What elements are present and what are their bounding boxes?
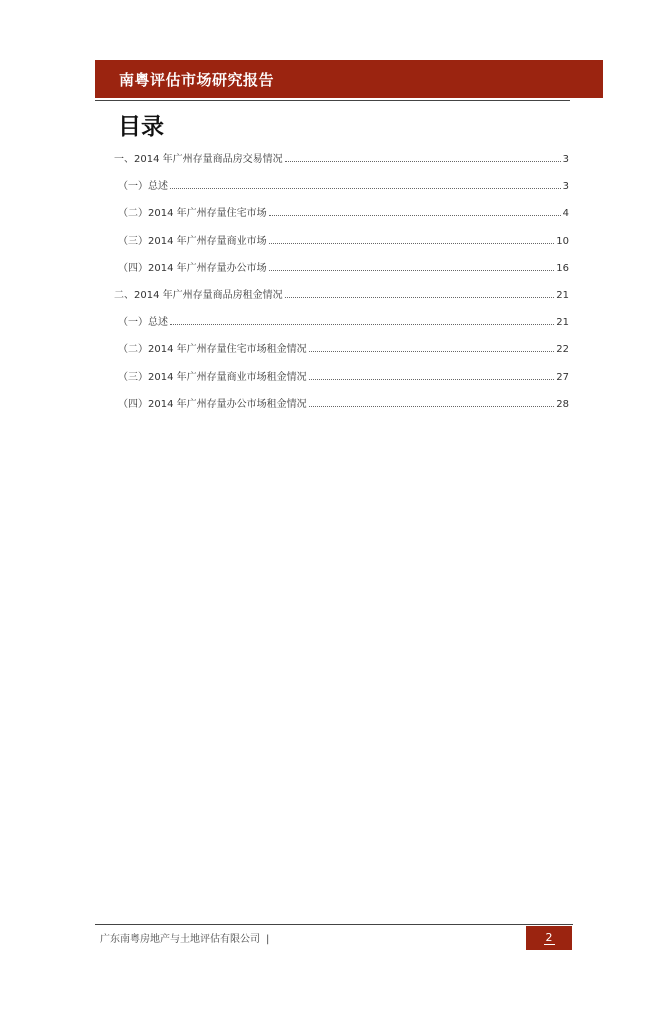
toc-entry[interactable] <box>114 149 569 165</box>
footer-company-name: 广东南粤房地产与土地评估有限公司 <box>100 934 260 945</box>
page-number: 2 <box>545 931 553 944</box>
report-title: 南粤评估市场研究报告 <box>119 71 275 89</box>
toc-entry-label: （二）2014 年广州存量住宅市场 <box>118 208 267 219</box>
toc-entry-label: （三）2014 年广州存量商业市场 <box>118 236 267 247</box>
toc-heading: 目录 <box>118 114 164 140</box>
footer-company <box>100 930 269 945</box>
toc-leader-dots <box>309 406 555 407</box>
footer-divider <box>95 924 573 925</box>
toc-entry-label: （一）总述 <box>118 181 168 192</box>
toc-entry-label: （四）2014 年广州存量办公市场租金情况 <box>118 399 307 410</box>
toc-leader-dots <box>285 161 561 162</box>
toc-leader-dots <box>309 379 555 380</box>
toc-leader-dots <box>309 351 555 352</box>
toc-entry-label: （一）总述 <box>118 317 168 328</box>
report-header-bar <box>95 60 603 98</box>
toc-leader-dots <box>269 215 561 216</box>
toc-entry-page: 21 <box>556 290 569 301</box>
toc-entry-page: 28 <box>556 399 569 410</box>
header-divider <box>95 100 570 101</box>
toc-entry-page: 27 <box>556 372 569 383</box>
toc-entry-page: 10 <box>556 236 569 247</box>
toc-entry[interactable] <box>118 203 569 219</box>
toc-entry[interactable] <box>118 339 569 355</box>
toc-entry-label: （二）2014 年广州存量住宅市场租金情况 <box>118 344 307 355</box>
toc-entry-page: 22 <box>556 344 569 355</box>
toc-leader-dots <box>269 243 555 244</box>
toc-entry[interactable] <box>118 231 569 247</box>
toc-entry-label: 一、2014 年广州存量商品房交易情况 <box>114 154 283 165</box>
toc-entry[interactable] <box>118 312 569 328</box>
toc-entry-page: 16 <box>556 263 569 274</box>
toc-entry[interactable] <box>118 367 569 383</box>
toc-entry-label: （四）2014 年广州存量办公市场 <box>118 263 267 274</box>
toc-entry[interactable] <box>118 176 569 192</box>
toc-entry-page: 3 <box>562 154 569 165</box>
footer-separator: | <box>266 934 270 945</box>
toc-leader-dots <box>170 188 561 189</box>
toc-entry-page: 21 <box>556 317 569 328</box>
toc-entry-label: 二、2014 年广州存量商品房租金情况 <box>114 290 283 301</box>
toc-leader-dots <box>285 297 555 298</box>
toc-leader-dots <box>269 270 555 271</box>
toc-entry-page: 3 <box>562 181 569 192</box>
page-number-badge <box>526 926 572 950</box>
toc-leader-dots <box>170 324 554 325</box>
toc-entry[interactable] <box>114 285 569 301</box>
toc-entry-page: 4 <box>562 208 569 219</box>
toc-entry-label: （三）2014 年广州存量商业市场租金情况 <box>118 372 307 383</box>
toc-entry[interactable] <box>118 258 569 274</box>
toc-entry[interactable] <box>118 394 569 410</box>
